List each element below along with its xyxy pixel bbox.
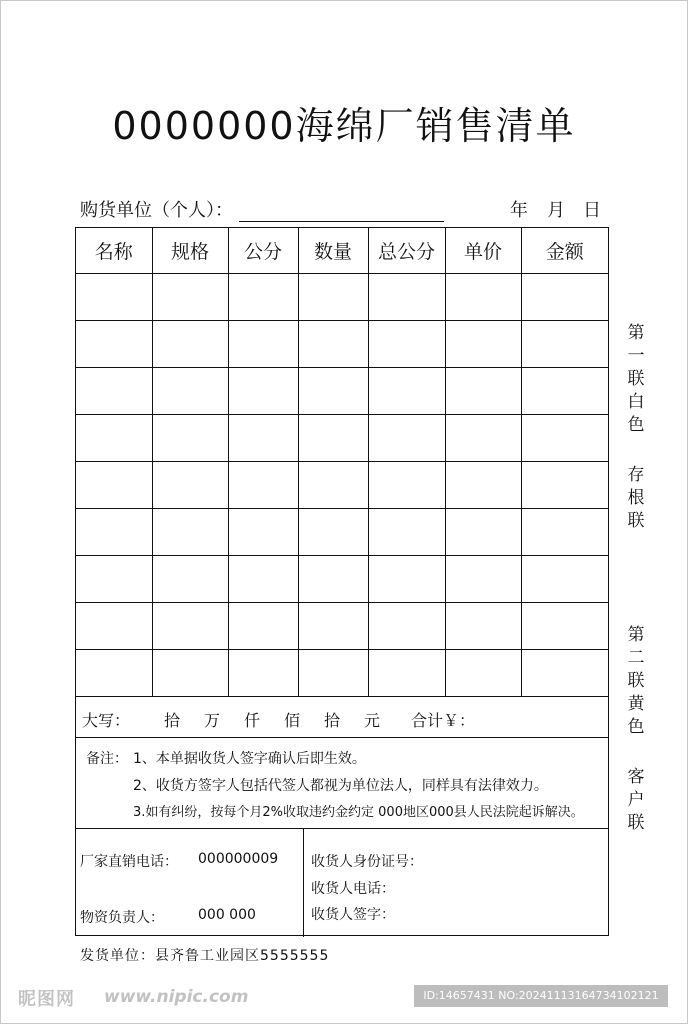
side-label-copy1-role: 存 根 联 — [627, 465, 645, 531]
table-cell[interactable] — [368, 603, 445, 650]
material-manager-label: 物资负责人： — [80, 910, 164, 926]
table-cell[interactable] — [445, 556, 521, 603]
table-cell[interactable] — [368, 321, 445, 368]
table-cell[interactable] — [368, 462, 445, 509]
table-row — [76, 368, 608, 415]
table-cell[interactable] — [298, 556, 368, 603]
items-table — [76, 228, 608, 697]
side-label-copy1: 第 一 联 白 色 — [627, 323, 645, 435]
column-header: 公分 — [228, 228, 298, 274]
table-cell[interactable] — [445, 321, 521, 368]
column-header: 总公分 — [368, 228, 445, 274]
buyer-input-line[interactable] — [239, 201, 444, 222]
table-cell[interactable] — [298, 321, 368, 368]
table-row — [76, 462, 608, 509]
table-cell[interactable] — [228, 274, 298, 321]
table-cell[interactable] — [445, 650, 521, 697]
page-title: 0000000海绵厂销售清单 — [112, 104, 576, 148]
table-cell[interactable] — [445, 603, 521, 650]
watermark-id: ID:14657431 NO:20241113164734102121 — [414, 985, 668, 1007]
table-cell[interactable] — [521, 415, 608, 462]
unit-bai: 佰 — [284, 711, 301, 730]
table-cell[interactable] — [368, 274, 445, 321]
sales-sheet — [75, 227, 609, 936]
table-cell[interactable] — [298, 462, 368, 509]
table-cell[interactable] — [76, 321, 152, 368]
column-header: 规格 — [152, 228, 228, 274]
table-cell[interactable] — [521, 556, 608, 603]
table-cell[interactable] — [76, 368, 152, 415]
table-cell[interactable] — [521, 368, 608, 415]
table-cell[interactable] — [228, 556, 298, 603]
table-cell[interactable] — [228, 509, 298, 556]
note-line-1: 1、本单据收货人签字确认后即生效。 — [133, 751, 366, 767]
table-cell[interactable] — [228, 415, 298, 462]
table-cell[interactable] — [521, 650, 608, 697]
column-header: 单价 — [445, 228, 521, 274]
table-cell[interactable] — [76, 650, 152, 697]
column-header: 名称 — [76, 228, 152, 274]
shipper-info: 发货单位：县齐鲁工业园区5555555 — [80, 948, 330, 964]
table-cell[interactable] — [228, 462, 298, 509]
column-header: 数量 — [298, 228, 368, 274]
unit-shi-2: 拾 — [324, 711, 341, 730]
table-cell[interactable] — [368, 415, 445, 462]
side-label-copy2: 第 二 联 黄 色 — [627, 625, 645, 737]
receiver-sign-label: 收货人签字： — [311, 907, 395, 923]
unit-yuan: 元 — [364, 711, 381, 730]
table-cell[interactable] — [368, 368, 445, 415]
table-cell[interactable] — [368, 650, 445, 697]
table-cell[interactable] — [152, 556, 228, 603]
table-cell[interactable] — [228, 603, 298, 650]
table-cell[interactable] — [298, 368, 368, 415]
table-cell[interactable] — [298, 650, 368, 697]
table-row — [76, 321, 608, 368]
total-row — [76, 697, 608, 738]
table-row — [76, 509, 608, 556]
table-cell[interactable] — [152, 509, 228, 556]
table-cell[interactable] — [298, 415, 368, 462]
column-header: 金额 — [521, 228, 608, 274]
factory-phone-label: 厂家直销电话： — [80, 854, 178, 870]
table-cell[interactable] — [521, 603, 608, 650]
date-year: 年 — [510, 200, 528, 221]
receiver-phone-label: 收货人电话： — [311, 881, 395, 897]
table-row — [76, 274, 608, 321]
table-cell[interactable] — [152, 321, 228, 368]
receiver-id-label: 收货人身份证号： — [311, 854, 423, 870]
table-cell[interactable] — [76, 462, 152, 509]
date-month: 月 — [547, 200, 565, 221]
table-cell[interactable] — [152, 462, 228, 509]
unit-qian: 仟 — [244, 711, 261, 730]
contacts-divider — [303, 829, 304, 937]
watermark-logo: 昵图网 — [18, 989, 75, 1010]
buyer-row — [80, 196, 444, 222]
table-cell[interactable] — [152, 368, 228, 415]
table-cell[interactable] — [228, 321, 298, 368]
table-row — [76, 650, 608, 697]
table-cell[interactable] — [521, 274, 608, 321]
watermark-site: www.nipic.com — [104, 987, 249, 1007]
factory-phone: 000000009 — [198, 851, 279, 867]
table-row — [76, 603, 608, 650]
material-manager: 000 000 — [198, 907, 256, 923]
table-cell[interactable] — [521, 321, 608, 368]
table-cell[interactable] — [76, 603, 152, 650]
table-cell[interactable] — [152, 274, 228, 321]
table-cell[interactable] — [152, 603, 228, 650]
unit-wan: 万 — [204, 711, 221, 730]
unit-shi: 拾 — [164, 711, 181, 730]
table-cell[interactable] — [298, 274, 368, 321]
table-cell[interactable] — [298, 603, 368, 650]
contacts-section — [76, 829, 608, 937]
table-cell[interactable] — [152, 650, 228, 697]
table-cell[interactable] — [152, 415, 228, 462]
table-cell[interactable] — [521, 462, 608, 509]
table-cell[interactable] — [445, 462, 521, 509]
table-cell[interactable] — [228, 368, 298, 415]
table-row — [76, 556, 608, 603]
table-cell[interactable] — [445, 368, 521, 415]
notes-label: 备注： — [86, 751, 128, 767]
date-day: 日 — [583, 200, 601, 221]
total-label: 大写： — [82, 711, 131, 730]
table-cell[interactable] — [228, 650, 298, 697]
table-cell[interactable] — [521, 509, 608, 556]
table-cell[interactable] — [76, 509, 152, 556]
table-cell[interactable] — [445, 415, 521, 462]
table-cell[interactable] — [76, 415, 152, 462]
table-cell[interactable] — [445, 274, 521, 321]
table-row — [76, 415, 608, 462]
table-cell[interactable] — [76, 274, 152, 321]
note-line-3: 3.如有纠纷，按每个月2%收取违约金约定 000地区000县人民法院起诉解决。 — [133, 805, 584, 820]
note-line-2: 2、收货方签字人包括代签人都视为单位法人，同样具有法律效力。 — [133, 778, 548, 794]
table-cell[interactable] — [368, 509, 445, 556]
sum-label: 合计￥： — [411, 711, 476, 730]
table-cell[interactable] — [76, 556, 152, 603]
table-header-row — [76, 228, 608, 274]
notes-section — [76, 738, 608, 829]
table-cell[interactable] — [298, 509, 368, 556]
table-cell[interactable] — [368, 556, 445, 603]
table-cell[interactable] — [445, 509, 521, 556]
side-label-copy2-role: 客 户 联 — [627, 767, 645, 833]
buyer-label: 购货单位（个人）： — [80, 200, 233, 221]
